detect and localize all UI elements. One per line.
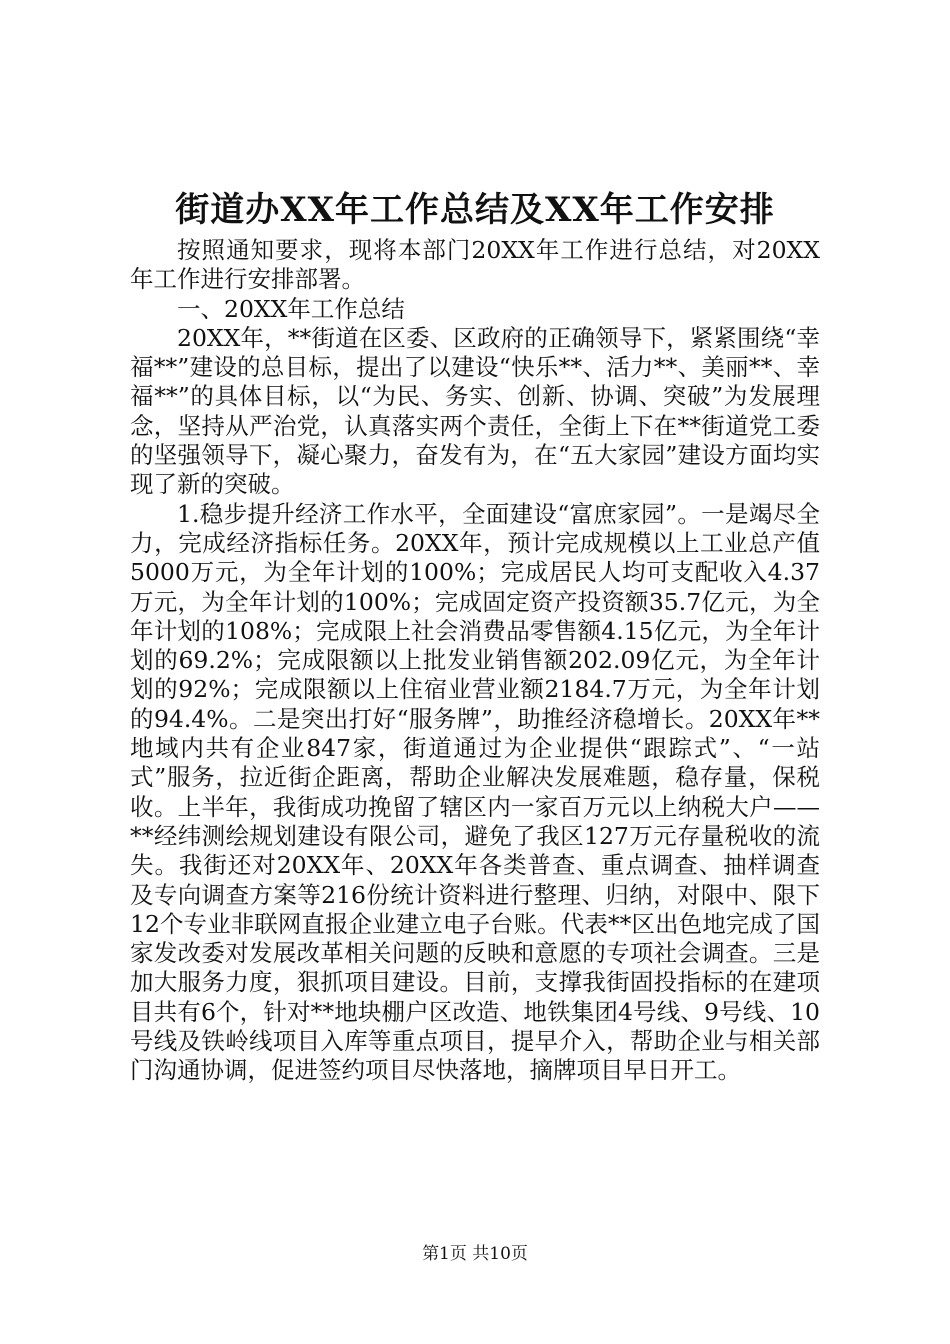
economy-paragraph: 1.稳步提升经济工作水平，全面建设“富庶家园”。一是竭尽全力，完成经济指标任务。20XX年，预计完成规模以上工业总产值5000万元，为全年计划的100%；完成居民人均可支配收入4.37万元，为全年计划的100%；完成固定资产投资额35.7亿元，为全年计划的108%；完成限上社会消费品零售额4.15亿元，为全年计划的69.2%；完成限额以上批发业销售额202.09亿元，为全年计划的92%；完成限额以上住宿业营业额2184.7万元，为全年计划的94.4%。二是突出打好“服务牌”，助推经济稳增长。20XX年**地域内共有企业847家，街道通过为企业提供“跟踪式”、“一站式”服务，拉近街企距离，帮助企业解决发展难题，稳存量，保税收。上半年，我街成功挽留了辖区内一家百万元以上纳税大户——**经纬测绘规划建设有限公司，避免了我区127万元存量税收的流失。我街还对20XX年、20XX年各类普查、重点调查、抽样调查及专向调查方案等216份统计资料进行整理、归纳，对限中、限下12个专业非联网直报企业建立电子台账。代表**区出色地完成了国家发改委对发展改革相关问题的反映和意愿的专项社会调查。三是加大服务力度，狠抓项目建设。目前，支撑我街固投指标的在建项目共有6个，针对**地块棚户区改造、地铁集团4号线、9号线、10号线及铁岭线项目入库等重点项目，提早介入，帮助企业与相关部门沟通协调，促进签约项目尽快落地，摘牌项目早日开工。 — [130, 499, 820, 1085]
summary-paragraph: 20XX年，**街道在区委、区政府的正确领导下，紧紧围绕“幸福**”建设的总目标，提出了以建设“快乐**、活力**、美丽**、幸福**”的具体目标，以“为民、务实、创新、协调、突破”为发展理念，坚持从严治党，认真落实两个责任，全街上下在**街道党工委的坚强领导下，凝心聚力，奋发有为，在“五大家园”建设方面均实现了新的突破。 — [130, 323, 820, 499]
document-title: 街道办XX年工作总结及XX年工作安排 — [175, 190, 775, 230]
document-body — [130, 236, 820, 1086]
page-footer: 第1页 共10页 — [422, 1244, 528, 1264]
section-heading: 一、20XX年工作总结 — [177, 294, 405, 323]
intro-paragraph: 按照通知要求，现将本部门20XX年工作进行总结，对20XX年工作进行安排部署。 — [130, 236, 820, 294]
